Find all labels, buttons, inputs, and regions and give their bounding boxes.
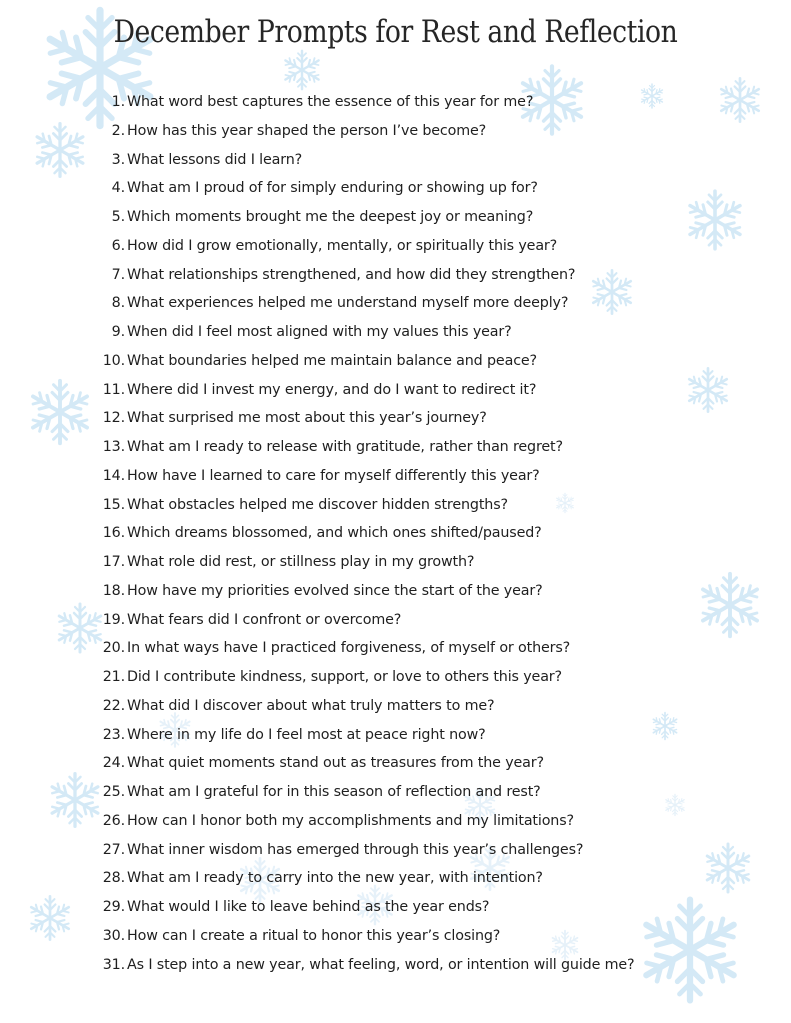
list-item	[0, 577, 700, 605]
list-item	[0, 721, 700, 749]
prompt-number: 17.	[102, 554, 125, 570]
list-item	[0, 146, 700, 174]
list-item	[0, 634, 700, 662]
prompt-text: What did I discover about what truly matters to me?	[127, 697, 495, 714]
prompt-text: What surprised me most about this year’s journey?	[127, 410, 487, 427]
prompt-number: 31.	[102, 956, 125, 973]
prompt-text: What quiet moments stand out as treasures from the year?	[127, 755, 544, 772]
prompt-number: 21.	[102, 669, 125, 685]
list-item	[0, 807, 700, 835]
list-item	[0, 922, 700, 950]
list-item	[0, 318, 700, 346]
snowflake-icon	[719, 78, 762, 121]
list-item	[0, 376, 700, 404]
list-item	[0, 88, 700, 116]
list-item	[0, 606, 700, 634]
snowflake-icon	[704, 844, 752, 892]
prompt-text: What experiences helped me understand myself more deeply?	[127, 295, 569, 312]
prompt-number: 7.	[111, 266, 125, 283]
prompt-text: How have my priorities evolved since the start of the year?	[127, 582, 543, 599]
prompt-number: 12.	[102, 410, 125, 427]
prompt-text: When did I feel most aligned with my values this year?	[127, 324, 512, 340]
list-item	[0, 174, 700, 202]
list-item	[0, 203, 700, 231]
list-item	[0, 836, 700, 864]
list-item	[0, 462, 700, 490]
prompt-number: 26.	[102, 812, 125, 829]
list-item	[0, 347, 700, 375]
prompt-text: What boundaries helped me maintain balance and peace?	[127, 352, 537, 369]
list-item	[0, 663, 700, 691]
prompt-number: 14.	[102, 467, 125, 484]
prompt-number: 20.	[102, 640, 125, 657]
prompt-number: 29.	[102, 899, 125, 915]
list-item	[0, 749, 700, 777]
list-item	[0, 261, 700, 289]
prompt-text: What obstacles helped me discover hidden strengths?	[127, 496, 508, 513]
prompt-text: What lessons did I learn?	[127, 151, 303, 168]
list-item	[0, 864, 700, 892]
list-item	[0, 289, 700, 317]
prompt-number: 11.	[102, 381, 125, 398]
prompt-text: What am I ready to carry into the new year, with intention?	[127, 870, 543, 887]
prompt-text: As I step into a new year, what feeling, word, or intention will guide me?	[127, 956, 635, 973]
prompt-text: Which dreams blossomed, and which ones shifted/paused?	[127, 525, 542, 542]
prompt-text: What inner wisdom has emerged through this year’s challenges?	[127, 841, 584, 858]
prompt-number: 5.	[111, 209, 125, 225]
page-title: December Prompts for Rest and Reflection	[113, 14, 678, 50]
prompt-number: 6.	[111, 237, 125, 254]
list-item	[0, 951, 700, 979]
prompt-text: Did I contribute kindness, support, or love to others this year?	[127, 669, 562, 685]
prompt-text: Where did I invest my energy, and do I want to redirect it?	[127, 381, 537, 398]
prompt-number: 16.	[102, 525, 125, 542]
prompt-text: What am I grateful for in this season of reflection and rest?	[127, 784, 541, 800]
prompt-number: 30.	[102, 927, 125, 944]
prompt-text: What word best captures the essence of this year for me?	[127, 94, 534, 110]
prompt-text: Which moments brought me the deepest joy or meaning?	[127, 209, 534, 225]
prompt-text: How has this year shaped the person I’ve become?	[127, 122, 487, 139]
prompt-number: 19.	[102, 611, 125, 628]
prompt-number: 10.	[102, 352, 125, 369]
list-item	[0, 548, 700, 576]
snowflake-icon	[283, 51, 321, 89]
prompt-number: 8.	[111, 295, 125, 312]
prompt-text: What would I like to leave behind as the year ends?	[127, 899, 490, 915]
prompt-number: 28.	[102, 870, 125, 887]
list-item	[0, 893, 700, 921]
prompt-text: How can I honor both my accomplishments and my limitations?	[127, 812, 574, 829]
prompt-number: 22.	[102, 697, 125, 714]
snowflake-icon	[699, 574, 761, 636]
list-item	[0, 692, 700, 720]
list-item	[0, 491, 700, 519]
prompt-text: How did I grow emotionally, mentally, or spiritually this year?	[127, 237, 558, 254]
prompt-text: What am I ready to release with gratitude, rather than regret?	[127, 439, 563, 455]
prompt-text: How can I create a ritual to honor this year’s closing?	[127, 927, 501, 944]
prompt-number: 23.	[102, 726, 125, 743]
prompt-number: 25.	[102, 784, 125, 800]
prompt-number: 27.	[102, 841, 125, 858]
prompt-text: How have I learned to care for myself differently this year?	[127, 467, 540, 484]
list-item	[0, 778, 700, 806]
prompt-number: 18.	[102, 582, 125, 599]
prompt-number: 1.	[111, 94, 125, 110]
prompt-number: 15.	[102, 496, 125, 513]
prompt-text: What fears did I confront or overcome?	[127, 611, 402, 628]
prompt-number: 4.	[111, 180, 125, 197]
prompt-text: What relationships strengthened, and how did they strengthen?	[127, 266, 576, 283]
prompt-text: What am I proud of for simply enduring or showing up for?	[127, 180, 538, 197]
list-item	[0, 404, 700, 432]
prompt-text: In what ways have I practiced forgiveness, of myself or others?	[127, 640, 571, 657]
prompt-text: What role did rest, or stillness play in my growth?	[127, 554, 475, 570]
list-item	[0, 519, 700, 547]
list-item	[0, 232, 700, 260]
prompt-number: 13.	[102, 439, 125, 455]
prompt-number: 9.	[111, 324, 125, 340]
list-item	[0, 433, 700, 461]
prompt-number: 24.	[102, 755, 125, 772]
prompt-number: 2.	[111, 122, 125, 139]
list-item	[0, 117, 700, 145]
prompt-text: Where in my life do I feel most at peace right now?	[127, 726, 486, 743]
prompt-number: 3.	[111, 151, 125, 168]
